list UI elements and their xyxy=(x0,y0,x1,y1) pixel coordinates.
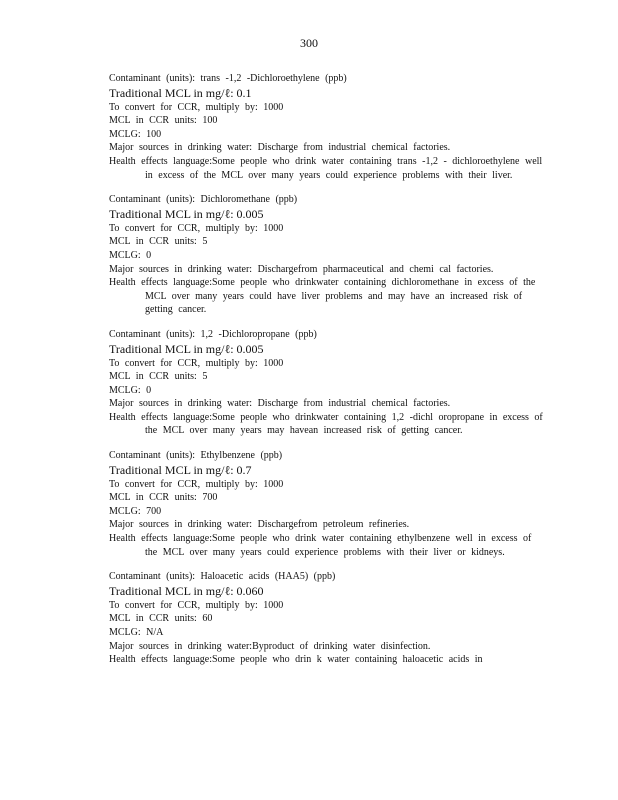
mcl-ccr-units: MCL in CCR units: 700 xyxy=(109,492,218,504)
mcl-ccr-units: MCL in CCR units: 5 xyxy=(109,371,208,383)
major-sources: Major sources in drinking water: Dischargefrom petroleum refineries. xyxy=(109,519,410,531)
contaminant-heading: Contaminant (units): Dichloromethane (ppb) xyxy=(109,194,298,206)
health-effects: Health effects language:Some people who drink water containing trans -1,2 - dichloroethylene well in excess of the MCL over many years could experience problems with their liver. xyxy=(109,155,543,181)
major-sources: Major sources in drinking water: Discharge from industrial chemical factories. xyxy=(109,398,451,410)
traditional-mcl: Traditional MCL in mg/ℓ: 0.060 xyxy=(109,583,264,598)
contaminant-heading: Contaminant (units): Ethylbenzene (ppb) xyxy=(109,450,283,462)
mclg-value: MCLG: N/A xyxy=(109,627,164,638)
contaminant-entry xyxy=(109,570,549,667)
convert-factor: To convert for CCR, multiply by: 1000 xyxy=(109,599,284,611)
mcl-ccr-units: MCL in CCR units: 100 xyxy=(109,115,218,127)
mcl-ccr-units: MCL in CCR units: 60 xyxy=(109,613,213,625)
convert-factor: To convert for CCR, multiply by: 1000 xyxy=(109,222,284,234)
mclg-value: MCLG: 100 xyxy=(109,128,162,140)
health-effects: Health effects language:Some people who drinkwater containing 1,2 -dichl oropropane in excess of the MCL over many years may havean increased risk of getting cancer. xyxy=(109,411,543,437)
major-sources: Major sources in drinking water: Discharge from industrial chemical factories. xyxy=(109,142,451,154)
major-sources: Major sources in drinking water: Dischargefrom pharmaceutical and chemi cal factories. xyxy=(109,263,494,275)
mclg-value: MCLG: 0 xyxy=(109,384,152,396)
contaminant-entry xyxy=(109,449,549,559)
traditional-mcl: Traditional MCL in mg/ℓ: 0.005 xyxy=(109,206,264,221)
convert-factor: To convert for CCR, multiply by: 1000 xyxy=(109,478,284,490)
convert-factor: To convert for CCR, multiply by: 1000 xyxy=(109,357,284,369)
convert-factor: To convert for CCR, multiply by: 1000 xyxy=(109,101,284,113)
traditional-mcl: Traditional MCL in mg/ℓ: 0.005 xyxy=(109,341,264,356)
contaminant-entry xyxy=(109,193,549,317)
contaminant-entry xyxy=(109,72,549,182)
health-effects: Health effects language:Some people who drink water containing ethylbenzene well in excess of the MCL over many years could experience problems with their liver or kidneys. xyxy=(109,533,532,558)
document-body xyxy=(109,72,549,678)
contaminant-entry xyxy=(109,328,549,438)
mclg-value: MCLG: 700 xyxy=(109,505,162,517)
major-sources: Major sources in drinking water:Byproduct of drinking water disinfection. xyxy=(109,640,431,652)
page-number: 300 xyxy=(300,36,318,50)
traditional-mcl: Traditional MCL in mg/ℓ: 0.7 xyxy=(109,462,252,477)
contaminant-heading: Contaminant (units): Haloacetic acids (HAA5) (ppb) xyxy=(109,571,336,583)
mcl-ccr-units: MCL in CCR units: 5 xyxy=(109,236,208,248)
health-effects: Health effects language:Some people who drin k water containing haloacetic acids in xyxy=(109,654,483,666)
mclg-value: MCLG: 0 xyxy=(109,249,152,261)
contaminant-heading: Contaminant (units): 1,2 -Dichloropropane (ppb) xyxy=(109,328,317,340)
traditional-mcl: Traditional MCL in mg/ℓ: 0.1 xyxy=(109,85,252,100)
health-effects: Health effects language:Some people who drinkwater containing dichloromethane in excess of the MCL over many years could have liver problems and may have an increased risk of getting cancer. xyxy=(109,277,536,316)
contaminant-heading: Contaminant (units): trans -1,2 -Dichloroethylene (ppb) xyxy=(109,73,347,84)
